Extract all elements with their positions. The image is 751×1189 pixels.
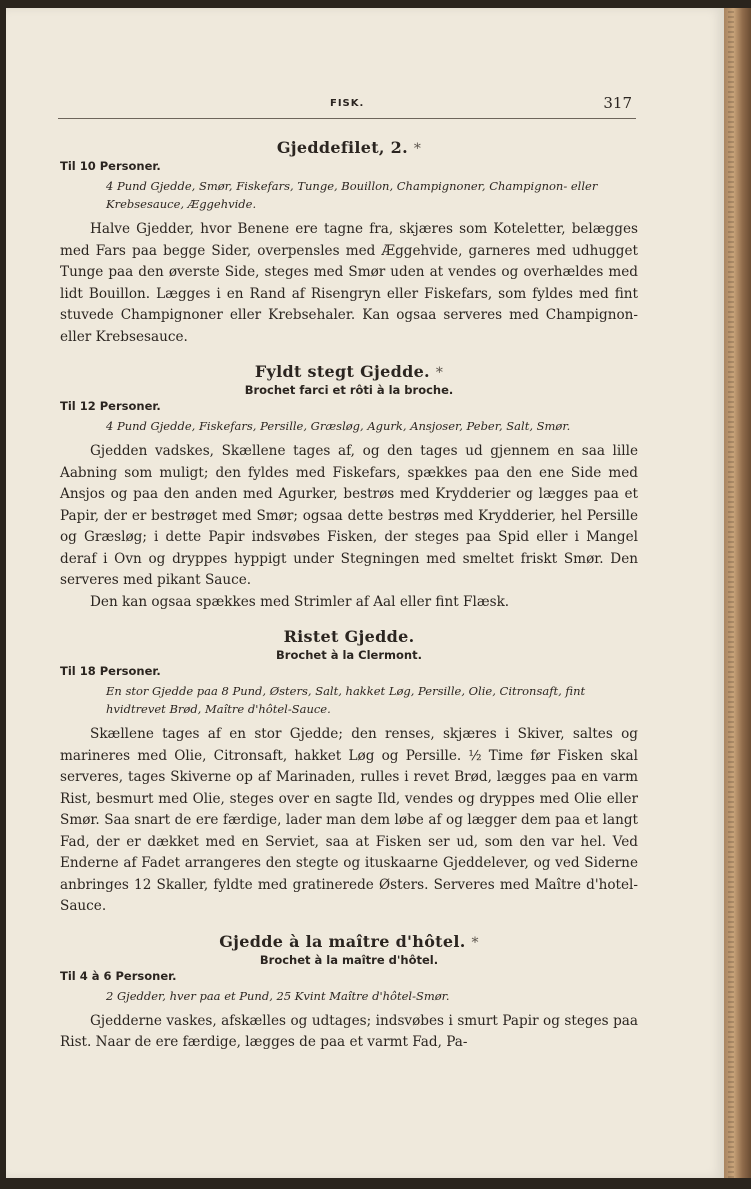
section-title: FISK. — [330, 98, 365, 109]
servings: Til 10 Personer. — [60, 159, 161, 173]
recipe-subtitle: Brochet à la Clermont. — [276, 648, 422, 662]
recipe-gjedde-maitre-dhotel — [60, 932, 638, 1054]
recipe-fyldt-stegt-gjedde — [60, 362, 638, 613]
instructions: Halve Gjedder, hvor Benene ere tagne fra, skjæres som Koteletter, belægges med Fars paa begge Sider, overpensles med Æggehvide, garneres med udhugget Tunge paa den øverste Side, steges med Smør uden at vendes og overhældes med lidt Bouillon. Lægges i en Rand af Risengryn eller Fiskefars, som fyldes med fint stuvede Champignoner eller Krebsehaler. Kan ogsaa serveres med Champignon- eller Krebsesauce. — [60, 221, 638, 345]
recipe-title: Ristet Gjedde. — [283, 627, 415, 646]
star-mark: * — [435, 365, 444, 381]
page-number: 317 — [603, 94, 632, 112]
ingredients: 4 Pund Gjedde, Smør, Fiskefars, Tunge, Bouillon, Champignoner, Champignon- eller Krebsesauce, Æggehvide. — [106, 179, 598, 211]
recipe-title: Gjeddefilet, 2. * — [276, 138, 422, 157]
instructions-note: Den kan ogsaa spækkes med Strimler af Aal eller fint Flæsk. — [90, 593, 510, 610]
recipe-title: Fyldt stegt Gjedde. * — [254, 362, 444, 381]
page-content — [60, 138, 638, 1068]
star-mark: * — [413, 141, 422, 157]
recipe-subtitle: Brochet à la maître d'hôtel. — [259, 952, 439, 967]
ingredients: 4 Pund Gjedde, Fiskefars, Persille, Græsløg, Agurk, Ansjoser, Peber, Salt, Smør. — [106, 419, 571, 433]
recipe-ristet-gjedde — [60, 627, 638, 918]
recipe-title: Gjedde à la maître d'hôtel. * — [219, 931, 479, 951]
book-page — [6, 8, 724, 1178]
servings: Til 18 Personer. — [60, 664, 161, 678]
recipe-gjeddefilet — [60, 138, 638, 348]
servings: Til 4 à 6 Personer. — [60, 968, 177, 983]
recipe-subtitle: Brochet farci et rôti à la broche. — [244, 383, 454, 397]
star-mark: * — [471, 934, 479, 951]
instructions: Gjedden vadskes, Skællene tages af, og den tages ud gjennem en saa lille Aabning som muligt; den fyldes med Fiskefars, spækkes paa den ene Side med Ansjos og paa den anden med Agurker, bestrøs med Krydderier og lægges paa et Papir, der er bestrøget med Smør; ogsaa dette bestrøs med Krydderier, hel Persille og Græsløg; i dette Papir indsvøbes Fisken, der steges paa Spid eller i Mangel deraf i Ovn og dryppes hyppigt under Stegningen med smeltet friskt Smør. Den serveres med pikant Sauce. — [60, 443, 638, 588]
servings: Til 12 Personer. — [60, 399, 161, 413]
running-header — [58, 94, 636, 119]
ingredients: En stor Gjedde paa 8 Pund, Østers, Salt, hakket Løg, Persille, Olie, Citronsaft, fint hvidtrevet Brød, Maître d'hôtel-Sauce. — [106, 684, 586, 716]
ingredients: 2 Gjedder, hver paa et Pund, 25 Kvint Maître d'hôtel-Smør. — [106, 988, 450, 1003]
instructions: Gjedderne vaskes, afskælles og udtages; indsvøbes i smurt Papir og steges paa Rist. Naar de ere færdige, lægges de paa et varmt Fad, Pa- — [60, 1012, 638, 1050]
instructions: Skællene tages af en stor Gjedde; den renses, skjæres i Skiver, saltes og marineres med Olie, Citronsaft, hakket Løg og Persille. ½ Time før Fisken skal serveres, tages Skiverne op af Marinaden, rulles i revet Brød, lægges paa en varm Rist, besmurt med Olie, steges over en sagte Ild, vendes og dryppes med Olie eller Smør. Saa snart de ere færdige, lader man dem løbe af og lægger dem paa et langt Fad, der er dækket med en Serviet, saa at Fisken ser ud, som den var hel. Ved Enderne af Fadet arrangeres den stegte og ituskaarne Gjeddelever, og ved Siderne anbringes 12 Skaller, fyldte med gratinerede Østers. Serveres med Maître d'hotel-Sauce. — [60, 726, 638, 914]
book-page-edges — [724, 8, 751, 1178]
